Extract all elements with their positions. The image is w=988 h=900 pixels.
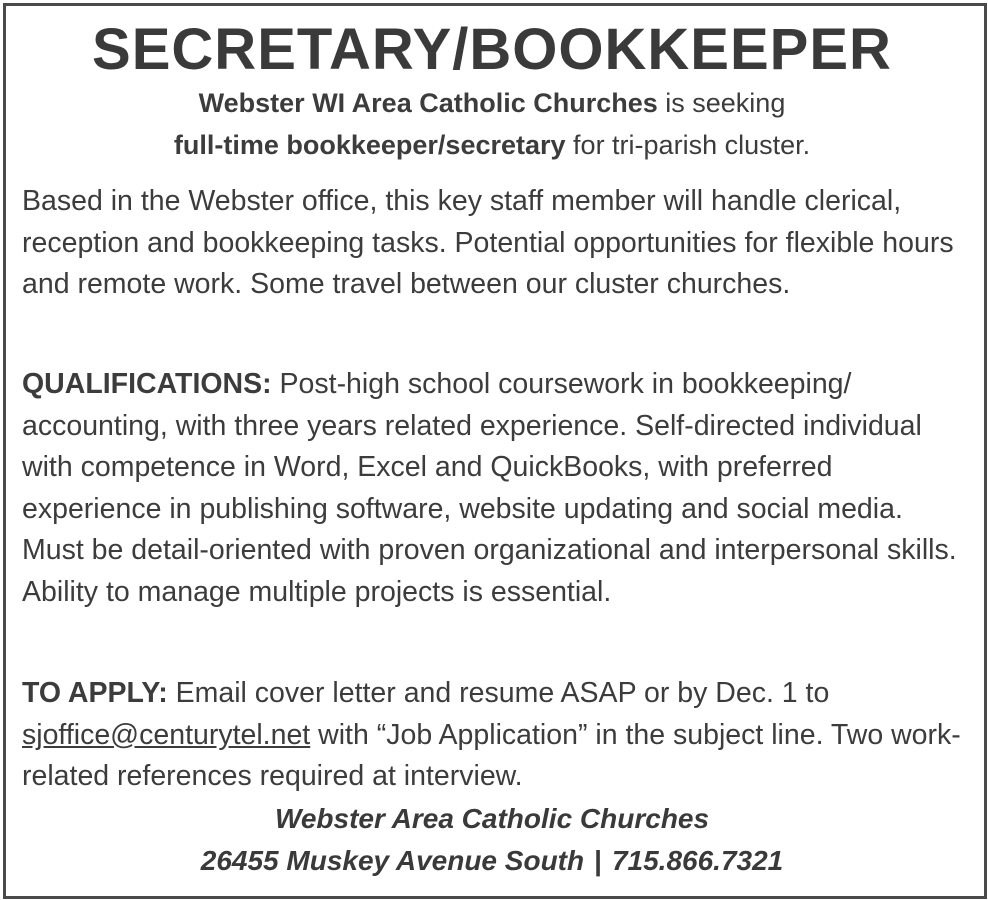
intro-line-2 [0,125,984,165]
footer-phone: 715.866.7321 [611,845,784,876]
email-link[interactable]: sjoffice@centurytel.net [22,718,311,751]
footer-address: 26455 Muskey Avenue South [200,845,585,876]
apply-text-after: with “Job Application” in the subject line. Two work-related references required at interview. [22,718,961,793]
intro-line-1 [0,83,984,123]
apply-label: TO APPLY: [22,677,168,709]
intro-line-1-rest: is seeking [657,88,786,118]
qualifications-text: Post-high school coursework in bookkeeping/ accounting, with three years related experience. Self-directed individual with competence in Word, Excel and QuickBooks, with preferred experience in publishing software, website updating and social media. Must be detail-oriented with proven organizational and interpersonal skills. Ability to manage multiple projects is essential. [22,368,957,608]
qualifications-paragraph [22,364,966,614]
intro-position: full-time bookkeeper/secretary [173,130,566,160]
apply-text-before: Email cover letter and resume ASAP or by Dec. 1 to [167,677,830,709]
intro-organization: Webster WI Area Catholic Churches [198,88,658,118]
intro-line-2-rest: for tri-parish cluster. [565,130,811,160]
footer-separator: | [594,845,602,876]
footer-contact [0,841,984,881]
description-paragraph: Based in the Webster office, this key staff member will handle clerical, reception and bookkeeping tasks. Potential opportunities for flexible hours and remote work. Some travel between our cluster churches. [22,185,954,301]
footer-organization: Webster Area Catholic Churches [274,803,710,834]
qualifications-label: QUALIFICATIONS: [22,368,272,400]
ad-title: SECRETARY/BOOKKEEPER [92,17,892,82]
apply-paragraph [22,673,966,798]
